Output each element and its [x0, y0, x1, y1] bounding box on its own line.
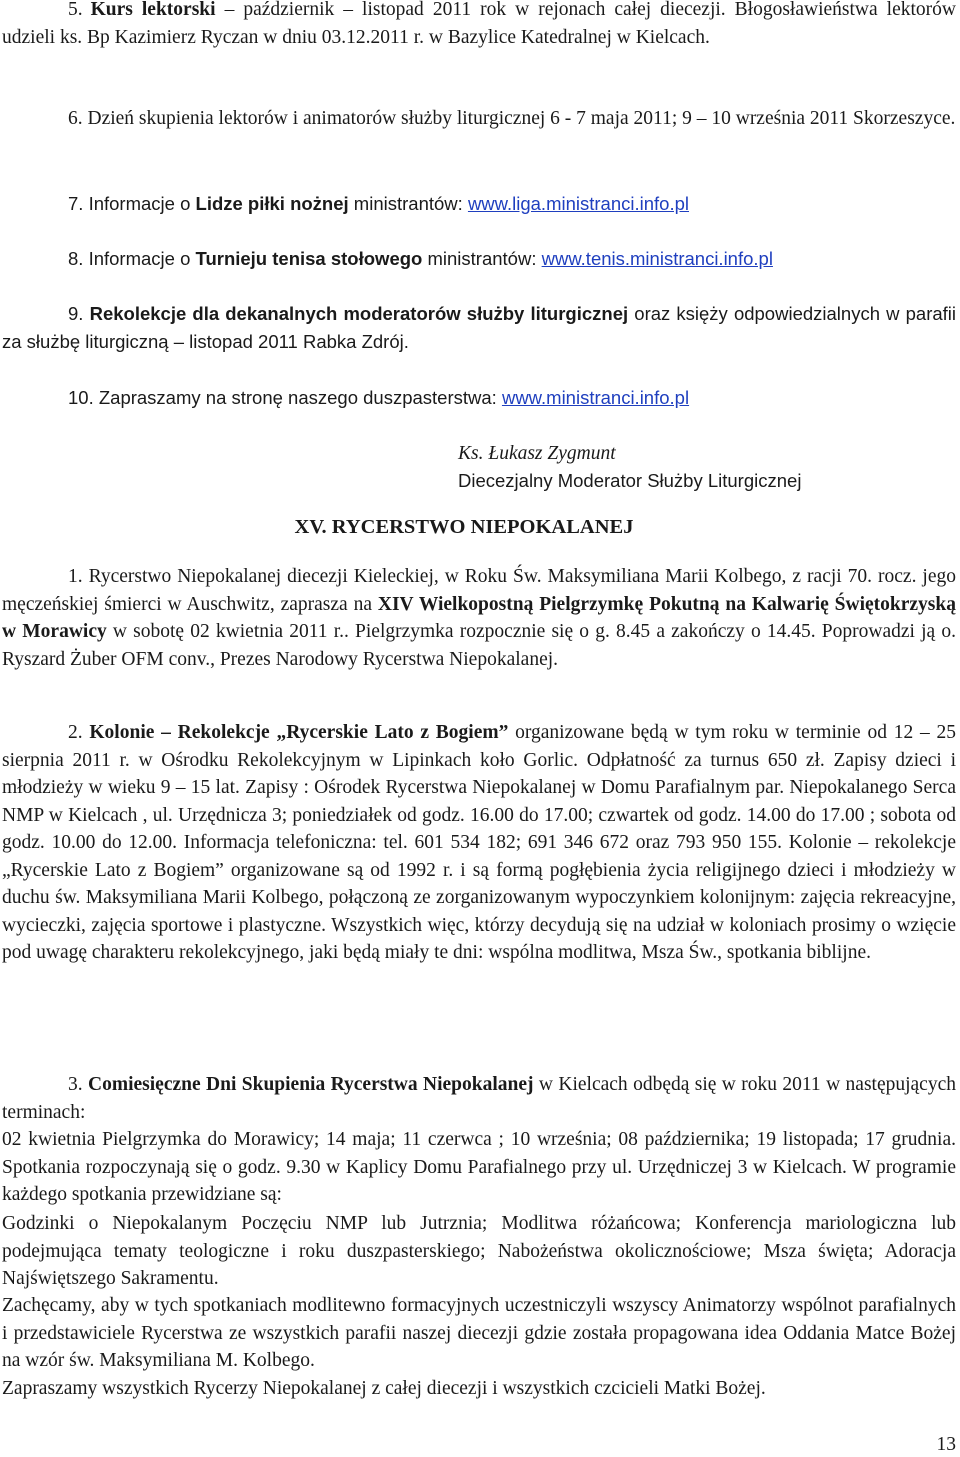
- item-text: 7. Informacje o: [68, 193, 196, 214]
- item-text: 6. Dzień skupienia lektorów i animatorów służby liturgicznej 6 - 7 maja 2011; 9 – 10 września 2011 Skorzeszyce.: [68, 108, 956, 129]
- liga-link[interactable]: www.liga.ministranci.info.pl: [467, 193, 689, 214]
- item-text: oraz księży odpowiedzialnych w parafii za służbę liturgiczną – listopad 2011 Rabka Zdrój.: [2, 303, 957, 352]
- item-title: Rekolekcje dla dekanalnych moderatorów służby liturgicznej: [89, 303, 629, 324]
- item-9-rekolekcje: [2, 300, 956, 355]
- item-title: Kolonie – Rekolekcje „Rycerskie Lato z Bogiem”: [89, 722, 509, 743]
- item-text: ministrantów:: [348, 193, 468, 214]
- item-number: 5.: [68, 0, 83, 20]
- item-text: w Kielcach odbędą się w roku 2011 w następujących terminach:: [2, 1074, 956, 1123]
- item-title: Kurs lektorski: [90, 0, 216, 20]
- ministranci-link[interactable]: www.ministranci.info.pl: [501, 387, 690, 408]
- item-title: Comiesięczne Dni Skupienia Rycerstwa Niepokalanej: [88, 1074, 534, 1095]
- item-text: 8. Informacje o: [68, 248, 196, 269]
- signature-name: Ks. Łukasz Zygmunt: [458, 443, 616, 464]
- item-text: 10. Zapraszamy na stronę naszego duszpasterstwa:: [68, 387, 502, 408]
- item-number: 3.: [68, 1074, 89, 1095]
- item-6-dzien-skupienia: [2, 105, 956, 133]
- rycerstwo-dates: 02 kwietnia Pielgrzymka do Morawicy; 14 maja; 11 czerwca ; 10 września; 08 października; 19 listopada; 17 grudnia. Spotkania rozpoczynają się o godz. 9.30 w Kaplicy Domu Parafialnego przy ul. Urzędniczej 3 w Kielcach. W programie każdego spotkania przewidziane są:: [2, 1129, 956, 1205]
- item-title: Turnieju tenisa stołowego: [195, 248, 423, 269]
- item-10-strona: [2, 384, 956, 412]
- page-number: 13: [936, 1434, 956, 1455]
- section-heading: [0, 513, 960, 541]
- item-text: w sobotę 02 kwietnia 2011 r.. Pielgrzymka rozpocznie się o g. 8.45 a zakończy o 14.45. Poprowadzi ją o. Ryszard Żuber OFM conv., Prezes Narodowy Rycerstwa Niepokalanej.: [2, 621, 956, 670]
- item-text: ministrantów:: [422, 248, 542, 269]
- item-title: Lidze piłki nożnej: [195, 193, 349, 214]
- item-text: 1. Rycerstwo Niepokalanej diecezji Kieleckiej, w Roku Św. Maksymiliana Marii Kolbego, z racji 70. rocz. jego męczeńskiej śmierci w Auschwitz, zaprasza na: [2, 566, 956, 615]
- item-8-turniej-tenisa: [2, 245, 956, 273]
- item-number: 2.: [68, 722, 90, 743]
- tenis-link[interactable]: www.tenis.ministranci.info.pl: [541, 248, 773, 269]
- rycerstwo-encourage: Zachęcamy, aby w tych spotkaniach modlitewno formacyjnych uczestniczyli wszyscy Animatorzy wspólnot parafialnych i przedstawiciele Rycerstwa ze wszystkich parafii naszej diecezji gdzie została propagowana idea Oddania Matce Bożej na wzór św. Maksymiliana M. Kolbego.: [2, 1295, 956, 1371]
- item-5-kurs-lektorski: [2, 0, 956, 51]
- signature-title: Diecezjalny Moderator Służby Liturgicznej: [458, 470, 802, 491]
- item-text: – październik – listopad 2011 rok w rejonach całej diecezji. Błogosławieństwa lektorów udzieli ks. Bp Kazimierz Ryczan w dniu 03.12.2011 r. w Bazylice Katedralnej w Kielcach.: [2, 0, 956, 48]
- rycerstwo-item-3: [2, 1071, 956, 1126]
- rycerstwo-item-1: [2, 563, 956, 673]
- section-heading-text: XV. RYCERSTWO NIEPOKALANEJ: [294, 516, 634, 538]
- rycerstwo-program: Godzinki o Niepokalanym Poczęciu NMP lub Jutrznia; Modlitwa różańcowa; Konferencja mariologiczna lub podejmująca tematy teologiczne i roku duszpasterskiego; Nabożeństwa okolicznościowe; Msza święta; Adoracja Najświętszego Sakramentu.: [2, 1213, 956, 1289]
- rycerstwo-invite: Zapraszamy wszystkich Rycerzy Niepokalanej z całej diecezji i wszystkich czcicieli Matki Bożej.: [2, 1378, 766, 1399]
- item-number: 9.: [68, 303, 90, 324]
- item-title: XIV Wielkopostną Pielgrzymkę Pokutną na Kalwarię Świętokrzyską w Morawicy: [2, 593, 956, 642]
- item-7-liga-pilki: [2, 190, 956, 218]
- item-text: organizowane będą w tym roku w terminie od 12 – 25 sierpnia 2011 r. w Ośrodku Rekolekcyjnym w Lipinkach koło Gorlic. Odpłatność za turnus 650 zł. Zapisy dzieci i młodzieży w wieku 9 – 15 lat. Zapisy : Ośrodek Rycerstwa Niepokalanej w Domu Parafialnym par. Niepokalanego Serca NMP w Kielcach , ul. Urzędnicza 3; poniedziałek od godz. 16.00 do 17.00; czwartek od godz. 14.00 do 17.00 ; sobota od godz. 10.00 do 12.00. Informacja telefoniczna: tel. 601 534 182; 691 346 672 oraz 793 950 155. Kolonie – rekolekcje „Rycerskie Lato z Bogiem” organizowane są od 1992 r. i są formą pogłębienia życia religijnego dzieci i młodzieży w duchu św. Maksymiliana Marii Kolbego, połączoną ze zorganizowanym wypoczynkiem kolonijnym: zajęcia rekreacyjne, wycieczki, zajęcia sportowe i plastyczne. Wszystkich więc, którzy decydują się na udział w koloniach prosimy o wzięcie pod uwagę charakteru rekolekcyjnego, jaki będą miały te dni: wspólna modlitwa, Msza Św., spotkania biblijne.: [2, 722, 957, 963]
- rycerstwo-item-2: [2, 719, 956, 967]
